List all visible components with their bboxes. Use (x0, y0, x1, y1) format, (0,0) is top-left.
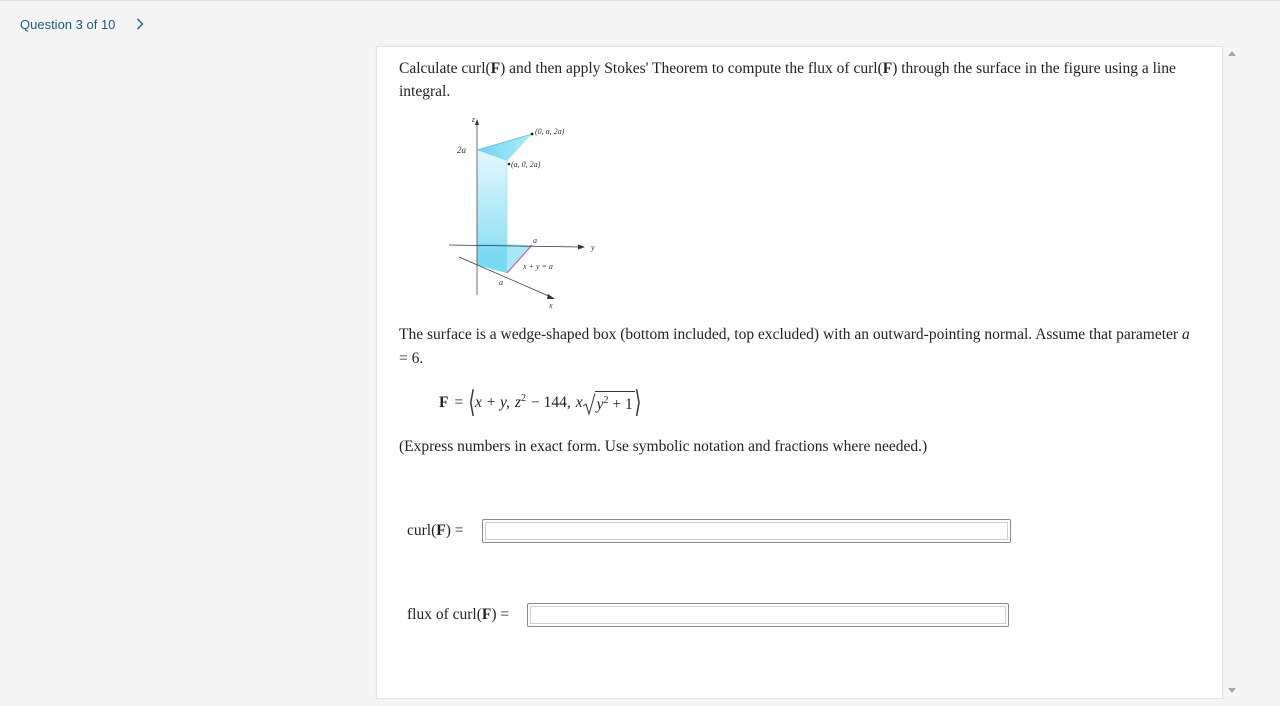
flux-answer-row (407, 603, 1009, 627)
wedge-diagram (447, 115, 607, 310)
x-axis-arrow-icon (547, 294, 555, 299)
question-counter[interactable]: Question 3 of 10 (20, 16, 116, 32)
top-divider (0, 0, 1280, 1)
point-0a2a (531, 133, 534, 136)
curl-answer-label: curl(F) = (407, 522, 464, 539)
y-axis-label: y (591, 243, 595, 252)
z-axis-label: z (471, 115, 475, 124)
label-a-y: a (533, 236, 537, 245)
label-a-x: a (499, 278, 503, 287)
y-axis-arrow-icon (578, 245, 585, 250)
panel-scrollbar[interactable] (1224, 46, 1240, 699)
surface-description: The surface is a wedge-shaped box (bottom included, top excluded) with an outward-pointing normal. Assume that parameter a = 6. (399, 326, 1190, 367)
instructions: (Express numbers in exact form. Use symbolic notation and fractions where needed.) (399, 438, 928, 455)
right-angle-bracket: ⟩ (634, 386, 642, 419)
question-panel (376, 46, 1223, 699)
flux-answer-input[interactable] (527, 603, 1009, 627)
scroll-down-icon[interactable] (1228, 688, 1236, 693)
next-question-button[interactable] (133, 16, 147, 32)
point-a02a (508, 163, 511, 166)
z-axis-arrow-icon (475, 119, 479, 125)
vector-field-formula: F = ⟨ x + y, $z^2$ − 144, x $y^2 + 1$ ⟩ (439, 386, 642, 419)
flux-answer-label: flux of curl(F) = (407, 606, 510, 623)
label-point-a02a: (a, 0, 2a) (511, 160, 541, 169)
wedge-surface-figure (447, 115, 607, 310)
label-point-0a2a: (0, a, 2a) (535, 127, 565, 136)
label-edge-equation: x + y = a (523, 262, 553, 271)
curl-answer-row (407, 519, 1011, 543)
question-prompt: Calculate curl(F) and then apply Stokes' Theorem to compute the flux of curl(F) through the surface in the figure using a line integral. (399, 60, 1176, 100)
question-nav (20, 15, 147, 33)
x-axis-label: x (549, 301, 553, 310)
chevron-right-icon (136, 18, 144, 30)
label-2a: 2a (457, 145, 466, 155)
radical-sign-icon (583, 393, 595, 415)
curl-answer-input[interactable] (482, 519, 1011, 543)
scroll-up-icon[interactable] (1228, 51, 1236, 56)
left-angle-bracket: ⟨ (468, 386, 476, 419)
square-root: $y^2 + 1$ (583, 391, 635, 414)
